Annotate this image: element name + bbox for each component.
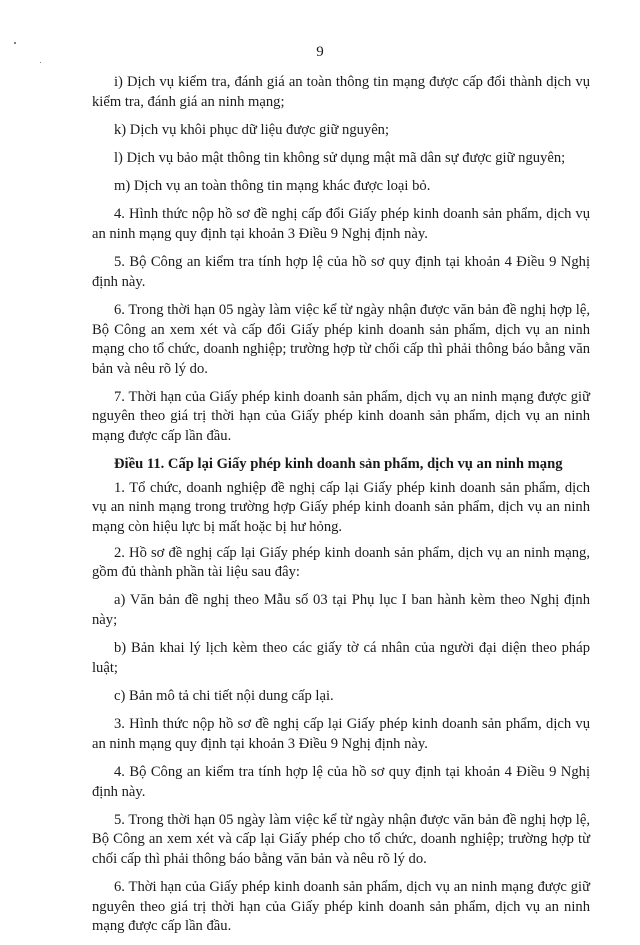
paragraph: b) Bản khai lý lịch kèm theo các giấy tờ cá nhân của người đại diện theo pháp luật; — [92, 640, 590, 676]
paragraph: 6. Thời hạn của Giấy phép kinh doanh sản phẩm, dịch vụ an ninh mạng được giữ nguyên theo giá trị thời hạn của Giấy phép kinh doanh sản phẩm, dịch vụ an ninh mạng được cấp lần đầu. — [92, 879, 590, 935]
paragraph: 5. Bộ Công an kiểm tra tính hợp lệ của hồ sơ quy định tại khoản 4 Điều 9 Nghị định này. — [92, 254, 590, 290]
page-number: 9 — [316, 44, 324, 60]
scan-speck — [40, 62, 41, 63]
paragraph: i) Dịch vụ kiểm tra, đánh giá an toàn thông tin mạng được cấp đổi thành dịch vụ kiểm tra, đánh giá an ninh mạng; — [92, 74, 590, 110]
paragraph: 6. Trong thời hạn 05 ngày làm việc kể từ ngày nhận được văn bản đề nghị hợp lệ, Bộ Công an xem xét và cấp đổi Giấy phép kinh doanh sản phẩm, dịch vụ an ninh mạng cho tổ chức, doanh nghiệp; trường hợp từ chối cấp thì phải thông báo bằng văn bản và nêu rõ lý do. — [92, 301, 590, 377]
paragraph: 2. Hồ sơ đề nghị cấp lại Giấy phép kinh doanh sản phẩm, dịch vụ an ninh mạng, gồm đủ thành phần tài liệu sau đây: — [92, 544, 590, 581]
paragraph: 7. Thời hạn của Giấy phép kinh doanh sản phẩm, dịch vụ an ninh mạng được giữ nguyên theo giá trị thời hạn của Giấy phép kinh doanh sản phẩm, dịch vụ an ninh mạng được cấp lần đầu. — [92, 388, 590, 445]
paragraph: m) Dịch vụ an toàn thông tin mạng khác được loại bỏ. — [114, 178, 431, 195]
paragraph: 5. Trong thời hạn 05 ngày làm việc kể từ ngày nhận được văn bản đề nghị hợp lệ, Bộ Công an xem xét và cấp lại Giấy phép cho tổ chức, doanh nghiệp; trường hợp từ chối cấp thì phải thông báo bằng văn bản và nêu rõ lý do. — [92, 811, 590, 867]
paragraph: 1. Tổ chức, doanh nghiệp đề nghị cấp lại Giấy phép kinh doanh sản phẩm, dịch vụ an ninh mạng trong trường hợp Giấy phép kinh doanh sản phẩm, dịch vụ an ninh mạng còn hiệu lực bị mất hoặc bị hư hỏng. — [92, 479, 590, 536]
paragraph: 3. Hình thức nộp hồ sơ đề nghị cấp lại Giấy phép kinh doanh sản phẩm, dịch vụ an ninh mạng quy định tại khoản 3 Điều 9 Nghị định này. — [92, 716, 590, 752]
document-body — [92, 73, 590, 945]
paragraph: a) Văn bản đề nghị theo Mẫu số 03 tại Phụ lục I ban hành kèm theo Nghị định này; — [92, 592, 590, 628]
paragraph: 4. Hình thức nộp hồ sơ đề nghị cấp đổi Giấy phép kinh doanh sản phẩm, dịch vụ an ninh mạng quy định tại khoản 3 Điều 9 Nghị định này. — [92, 206, 590, 242]
paragraph: c) Bản mô tả chi tiết nội dung cấp lại. — [114, 687, 334, 704]
article-heading: Điều 11. Cấp lại Giấy phép kinh doanh sản phẩm, dịch vụ an ninh mạng — [114, 456, 563, 473]
paragraph: k) Dịch vụ khôi phục dữ liệu được giữ nguyên; — [114, 121, 390, 138]
paragraph: 4. Bộ Công an kiểm tra tính hợp lệ của hồ sơ quy định tại khoản 4 Điều 9 Nghị định này. — [92, 763, 590, 800]
paragraph: l) Dịch vụ bảo mật thông tin không sử dụng mật mã dân sự được giữ nguyên; — [114, 149, 566, 166]
